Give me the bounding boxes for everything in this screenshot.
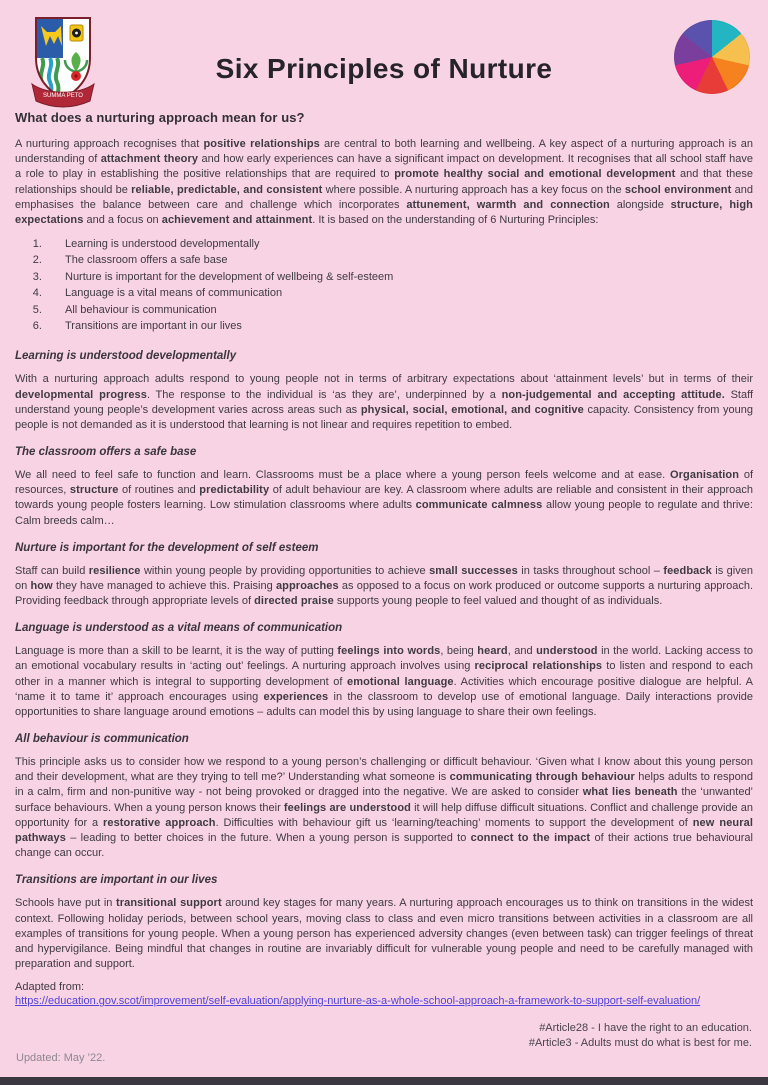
section-behaviour	[15, 733, 753, 861]
article3-line: #Article3 - Adults must do what is best for me.	[528, 1037, 752, 1050]
article28-line: #Article28 - I have the right to an education.	[539, 1022, 752, 1035]
principle-item-4: 4. Language is a vital means of communication	[45, 286, 753, 301]
section-self-esteem	[15, 542, 753, 610]
section-paragraph: We all need to feel safe to function and learn. Classrooms must be a place where a young person feels welcome and at ease. Organisation of resources, structure of routines and predictability of adult behaviour are key. A classroom where adults are reliable and consistent in their approach towards young people fosters learning. Low stimulation classrooms where adults communicate calmness allow young people to regulate and thrive: Calm breeds calm…	[15, 469, 753, 527]
section-language	[15, 622, 753, 720]
intro-paragraph: A nurturing approach recognises that positive relationships are central to both learning and wellbeing. A key aspect of a nurturing approach is an understanding of attachment theory and how early experiences can have a significant impact on development. It recognises that all school staff have a role to play in establishing the positive relationships that are required to promote healthy social and emotional development and that these relationships should be reliable, predictable, and consistent where possible. A nurturing approach has a key focus on the school environment and emphasises the balance between care and challenge which incorporates attunement, warmth and connection alongside structure, high expectations and a focus on achievement and attainment. It is based on the understanding of 6 Nurturing Principles:	[15, 138, 753, 226]
source-link[interactable]: https://education.gov.scot/improvement/self-evaluation/applying-nurture-as-a-whole-school-approach-a-framework-to-support-self-evaluation/	[15, 995, 701, 1008]
section-paragraph: Staff can build resilience within young people by providing opportunities to achieve small successes in tasks throughout school – feedback is given on how they have managed to achieve this. Praising approaches as opposed to a focus on work produced or outcome supports a nurturing approach. Providing feedback through appropriate levels of directed praise supports young people to feel valued and thought of as individuals.	[15, 564, 754, 608]
principle-item-6: 6. Transitions are important in our lives	[45, 319, 753, 334]
section-paragraph: Language is more than a skill to be learnt, it is the way of putting feelings into words, being heard, and understood in the world. Lacking access to an emotional vocabulary results in ‘acting out’ feelings. A nurturing approach involves using reciprocal relationships to listen and respond to each other in a manner which is integral to supporting development of emotional language. Activities which encourage positive dialogue are helpful. A ‘name it to tame it’ approach encourages using experiences in the classroom to develop use of emotional language. Daily interactions provide opportunities to share language around emotions – adults can model this by using language to share their own feelings.	[15, 645, 754, 718]
intro-heading: What does a nurturing approach mean for us?	[15, 110, 305, 125]
section-learning	[15, 350, 753, 433]
principle-item-3: 3. Nurture is important for the development of wellbeing & self-esteem	[45, 270, 753, 285]
principle-item-1: 1. Learning is understood developmentally	[45, 237, 753, 252]
principles-list	[15, 237, 753, 334]
section-heading: Nurture is important for the development of self esteem	[15, 541, 319, 554]
section-heading: The classroom offers a safe base	[15, 446, 197, 459]
section-heading: Transitions are important in our lives	[15, 874, 218, 887]
crest-motto: SUMMA PETO	[43, 93, 83, 99]
section-heading: Language is understood as a vital means of communication	[15, 622, 343, 635]
page-bottom-edge	[0, 1077, 768, 1085]
section-safe-base	[15, 446, 753, 529]
document-body	[0, 98, 768, 1010]
page-title: Six Principles of Nurture	[215, 52, 553, 84]
section-paragraph: This principle asks us to consider how we respond to a young person’s challenging or difficult behaviour. ‘Given what I know about this young person and their development, what are they trying to tell me?’ Understanding what someone is communicating through behaviour helps adults to respond in a calm, firm and non-punitive way - not being provoked or dragged into the negative. We are asked to consider what lies beneath the ‘unwanted’ surface behaviours. When a young person knows their feelings are understood it will help diffuse difficult situations. Conflict and challenge provide an opportunity for a restorative approach. Difficulties with behaviour gift us ‘learning/teaching’ moments to support the development of new neural pathways – leading to better choices in the future. When a young person is supported to connect to the impact of their actions true behavioural change can occur.	[15, 756, 754, 860]
source-label: Adapted from:	[15, 981, 85, 994]
section-transitions	[15, 874, 753, 972]
section-paragraph: With a nurturing approach adults respond to young people not in terms of arbitrary expectations about ‘attainment levels’ but in terms of their developmental progress. The response to the individual is ‘as they are’, underpinned by a non-judgemental and accepting attitude. Staff understand young people’s development varies across areas such as physical, social, emotional, and cognitive capacity. Consistency from young people is not demanded as it is understood that learning is not linear and requires repetition to embed.	[15, 373, 754, 431]
principle-item-5: 5. All behaviour is communication	[45, 303, 753, 318]
nurture-wheel	[674, 20, 750, 94]
section-paragraph: Schools have put in transitional support around key stages for many years. A nurturing approach encourages us to think on transitions in the widest context. Following holiday periods, between school years, moving class to class and even micro transitions between activities in a classroom are all examples of transitions for young people. When a young person has experienced adversity changes (even between task) can trigger feelings of threat and hypervigilance. Being mindful that changes in routine are invariably difficult for vulnerable young people and need to be carefully managed with preparation and support.	[15, 897, 753, 971]
unicef-article-notes	[529, 1021, 752, 1051]
principle-item-2: 2. The classroom offers a safe base	[45, 253, 753, 268]
page-header	[0, 0, 768, 98]
updated-date: Updated: May ’22.	[16, 1052, 106, 1064]
section-heading: Learning is understood developmentally	[15, 350, 237, 363]
section-heading: All behaviour is communication	[15, 733, 189, 746]
